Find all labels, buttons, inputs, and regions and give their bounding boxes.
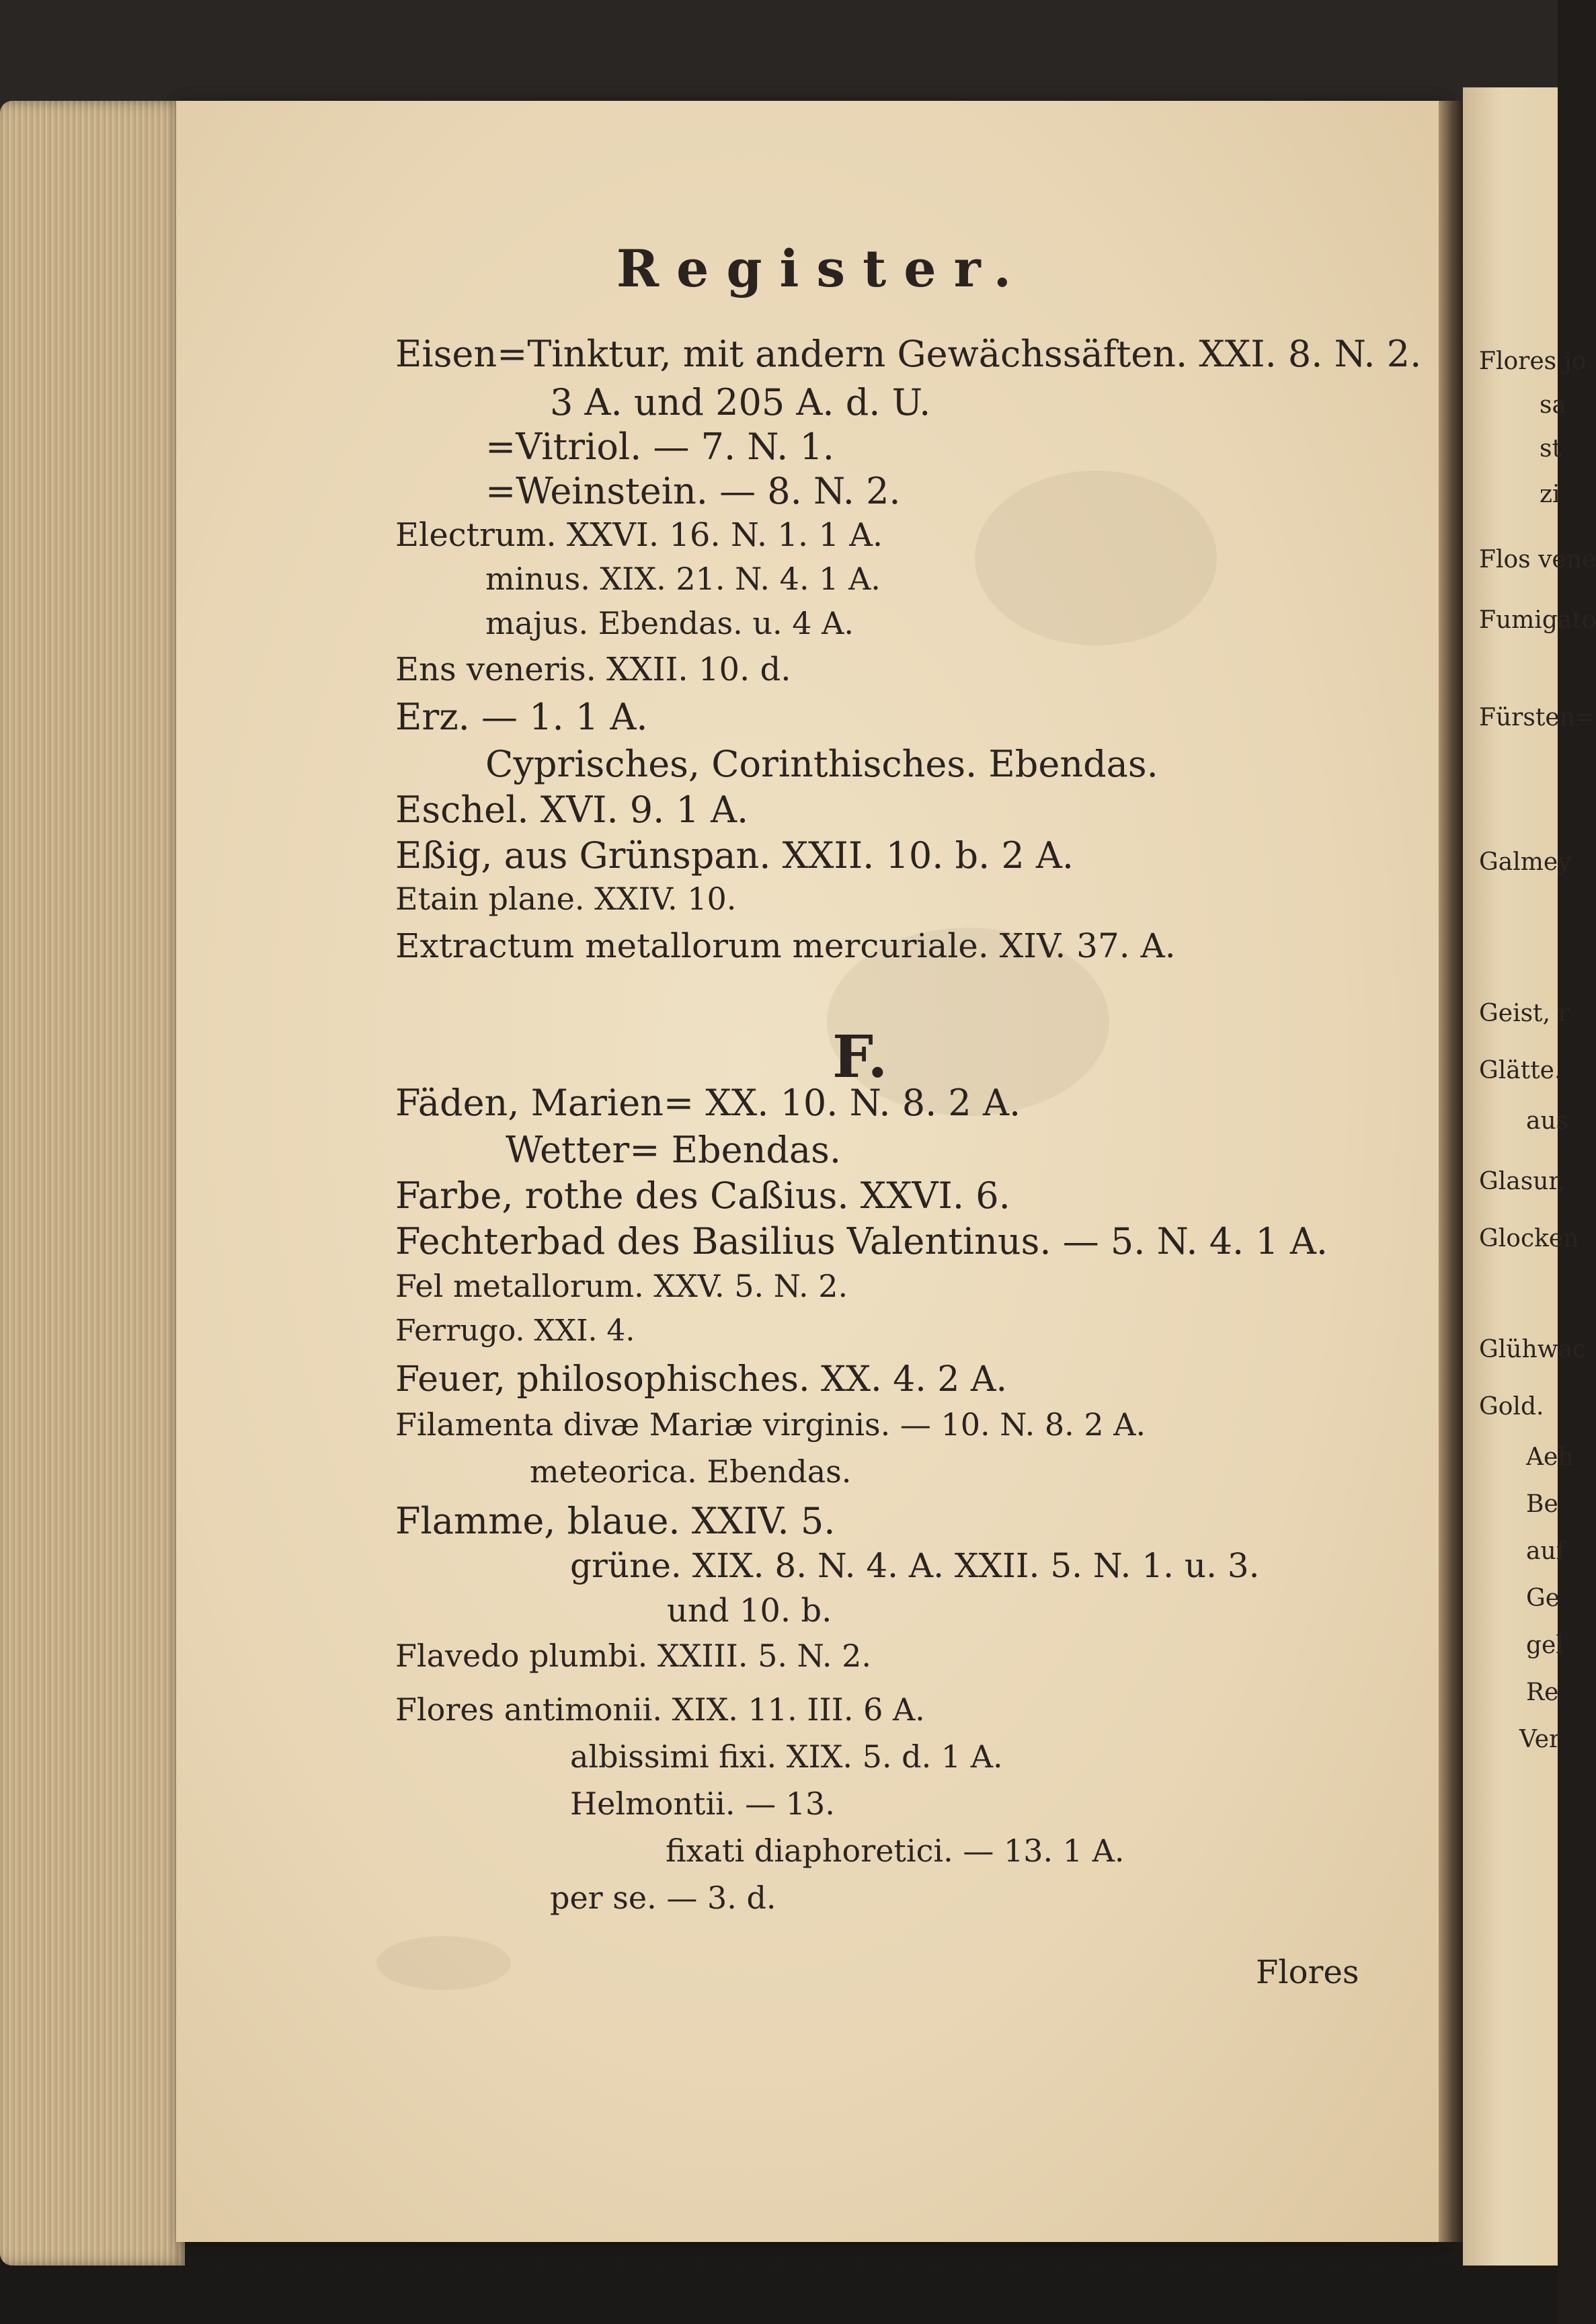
entry-line: majus. Ebendas. u. 4 A. (485, 605, 854, 641)
entry-line: fixati diaphoretici. — 13. 1 A. (666, 1833, 1125, 1869)
fragment-text: aus (1526, 1107, 1569, 1135)
entry-line: Fäden, Marien= XX. 10. N. 8. 2 A. (395, 1082, 1021, 1124)
entry-line: Flores antimonii. XIX. 11. III. 6 A. (395, 1691, 925, 1728)
fragment-text: Geist, r (1479, 1000, 1570, 1027)
paper-stain (376, 1936, 511, 1990)
fragment-text: Galmey (1479, 848, 1572, 876)
fragment-text: sa (1540, 391, 1566, 419)
entry-line: minus. XIX. 21. N. 4. 1 A. (485, 561, 881, 597)
fragment-text: Fürsten= (1479, 704, 1595, 731)
entry-line: Erz. — 1. 1 A. (395, 696, 648, 738)
entry-line: Fel metallorum. XXV. 5. N. 2. (395, 1268, 848, 1304)
entry-line: Helmontii. — 13. (570, 1786, 835, 1822)
fragment-text: Gold. (1479, 1393, 1544, 1420)
entry-line: und 10. b. (667, 1592, 832, 1630)
fragment-text: Fumigato (1479, 606, 1596, 634)
fragment-text: Flores jo (1479, 348, 1587, 375)
entry-line: Eisen=Tinktur, mit andern Gewächssäften. XXI. 8. N. 2. (395, 333, 1422, 375)
fragment-text: zi (1540, 481, 1560, 508)
fragment-text: Flos vene (1479, 546, 1596, 573)
entry-line: Cyprisches, Corinthisches. Ebendas. (485, 743, 1158, 785)
entry-line: Ferrugo. XXI. 4. (395, 1314, 635, 1348)
entry-line: Ens veneris. XXII. 10. d. (395, 651, 791, 688)
fragment-text: gel (1526, 1632, 1564, 1659)
fragment-text: Glätte. (1479, 1057, 1562, 1084)
entry-line: Farbe, rothe des Caßius. XXVI. 6. (395, 1174, 1010, 1217)
section-letter: F. (832, 1023, 888, 1091)
fragment-text: Glasur, (1479, 1168, 1566, 1195)
entry-line: grüne. XIX. 8. N. 4. A. XXII. 5. N. 1. u. 3. (570, 1546, 1260, 1585)
entry-line: Flamme, blaue. XXIV. 5. (395, 1500, 836, 1542)
entry-line: meteorica. Ebendas. (530, 1453, 852, 1490)
entry-line: Eschel. XVI. 9. 1 A. (395, 789, 749, 831)
fragment-text: Be (1526, 1490, 1558, 1518)
entry-line: Filamenta divæ Mariæ virginis. — 10. N. 8. 2 A. (395, 1406, 1146, 1443)
fragment-text: Ge (1526, 1585, 1560, 1612)
entry-line: Flavedo plumbi. XXIII. 5. N. 2. (395, 1638, 872, 1674)
fragment-text: Glühwac (1479, 1336, 1587, 1363)
paper-stain (975, 471, 1217, 645)
entry-line: Eßig, aus Grünspan. XXII. 10. b. 2 A. (395, 834, 1074, 877)
catchword: Flores (1256, 1954, 1359, 1991)
fragment-text: st (1540, 435, 1562, 463)
entry-line: 3 A. und 205 A. d. U. (550, 381, 931, 424)
entry-line: Fechterbad des Basilius Valentinus. — 5. N. 4. 1 A. (395, 1220, 1328, 1263)
entry-line: Extractum metallorum mercuriale. XIV. 37. A. (395, 926, 1176, 965)
entry-line: Electrum. XXVI. 16. N. 1. 1 A. (395, 516, 883, 554)
fragment-text: Ver (1519, 1726, 1561, 1753)
page-title: Register. (616, 239, 1029, 298)
fragment-text: Glocken (1479, 1225, 1579, 1252)
entry-line: Feuer, philosophisches. XX. 4. 2 A. (395, 1359, 1007, 1400)
fragment-text: Re (1526, 1679, 1559, 1706)
fragment-text: auf (1526, 1537, 1565, 1565)
book-page-edges (0, 101, 185, 2266)
fragment-text: Aeh (1526, 1443, 1574, 1471)
entry-line: =Weinstein. — 8. N. 2. (485, 470, 901, 512)
book-gutter (1439, 101, 1463, 2242)
entry-line: =Vitriol. — 7. N. 1. (485, 426, 834, 468)
entry-line: Wetter= Ebendas. (506, 1129, 841, 1171)
entry-line: Etain plane. XXIV. 10. (395, 881, 737, 917)
entry-line: per se. — 3. d. (550, 1880, 776, 1916)
entry-line: albissimi fixi. XIX. 5. d. 1 A. (570, 1738, 1003, 1775)
